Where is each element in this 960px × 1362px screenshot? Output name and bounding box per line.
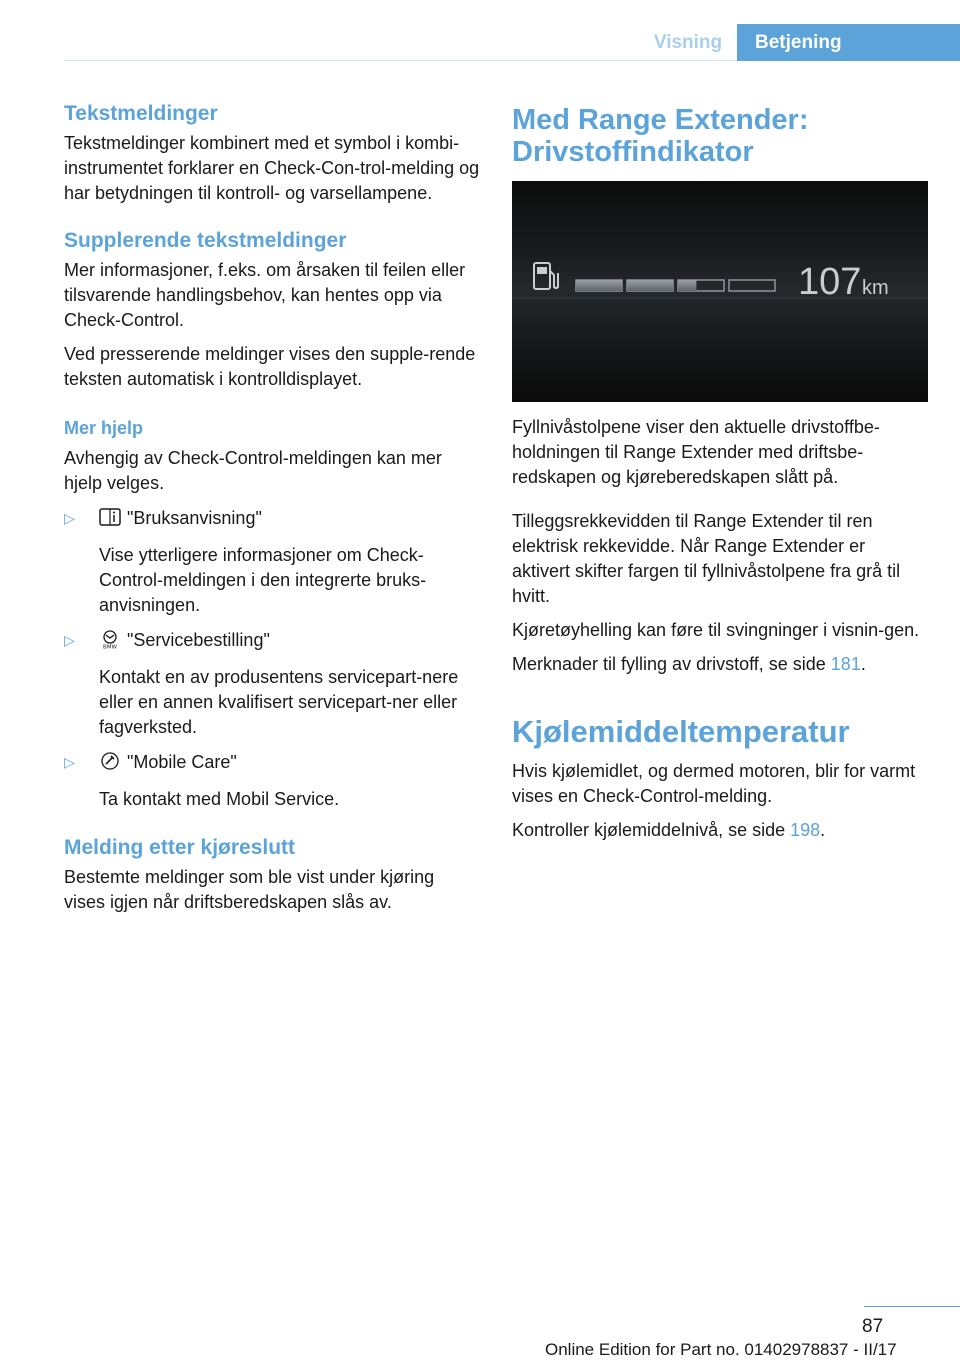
- tab-visning[interactable]: Visning: [653, 31, 723, 53]
- paragraph-fyllniva: Fyllnivåstolpene viser den aktuelle drivstoffbe-holdningen til Range Extender med driftsbe-redskapen og kjøreberedskapen slått på.: [512, 417, 880, 487]
- page-link-198[interactable]: 198: [790, 820, 821, 840]
- page-link-181[interactable]: 181: [830, 654, 861, 674]
- paragraph-kjoretoyhelling: Kjøretøyhelling kan føre til svingninger i visnin-gen.: [512, 620, 920, 640]
- svg-text:BMW: BMW: [103, 644, 117, 649]
- list-item: [64, 750, 480, 812]
- paragraph-merknader-drivstoff: Merknader til fylling av drivstoff, se side 181.: [512, 654, 866, 674]
- heading-supplerende: Supplerende tekstmeldinger: [64, 229, 347, 252]
- paragraph-tekstmeldinger: Tekstmeldinger kombinert med et symbol i kombi-instrumentet forklarer en Check-Con-trol-melding og har betydningen til kontroll- og varsellampene.: [64, 133, 480, 203]
- heading-mer-hjelp: Mer hjelp: [64, 418, 144, 438]
- triangle-bullet-icon: ▷: [64, 754, 75, 770]
- triangle-bullet-icon: ▷: [64, 632, 75, 648]
- list-item-label: "Mobile Care": [127, 752, 237, 772]
- range-value: 107: [798, 261, 862, 303]
- bmw-service-icon: [99, 629, 121, 656]
- page-number: 87: [862, 1316, 884, 1337]
- heading-kjolemiddeltemperatur: Kjølemiddeltemperatur: [512, 714, 850, 749]
- footer-rule: [864, 1306, 960, 1307]
- paragraph-supplerende-1: Mer informasjoner, f.eks. om årsaken til feilen eller tilsvarende handlingsbehov, kan hentes opp via Check-Control.: [64, 260, 466, 330]
- fuel-segment-fill: [678, 280, 696, 291]
- tab-betjening[interactable]: Betjening: [737, 24, 960, 61]
- list-item: [64, 506, 480, 618]
- fuel-gauge-figure: [512, 181, 928, 402]
- list-item-label: "Bruksanvisning": [127, 508, 262, 528]
- list-item-desc: Vise ytterligere informasjoner om Check-Control-meldingen i den integrerte bruks-anvisningen.: [99, 545, 427, 615]
- paragraph-mer-hjelp: Avhengig av Check-Control-meldingen kan mer hjelp velges.: [64, 448, 442, 493]
- list-item-desc: Ta kontakt med Mobil Service.: [99, 789, 340, 809]
- triangle-bullet-icon: ▷: [64, 510, 75, 526]
- paragraph-tilleggsrekkevidde: Tilleggsrekkevidden til Range Extender til ren elektrisk rekkevidde. Når Range Extender er aktivert skifter fargen til fyllnivåstolpene fra grå til hvitt.: [512, 511, 901, 606]
- paragraph-kjolemiddel-1: Hvis kjølemidlet, og dermed motoren, blir for varmt vises en Check-Control-melding.: [512, 761, 916, 806]
- paragraph-supplerende-2: Ved presserende meldinger vises den supple-rende teksten automatisk i kontrolldisplayet.: [64, 344, 476, 389]
- heading-tekstmeldinger: Tekstmeldinger: [64, 102, 218, 125]
- range-unit: km: [862, 277, 889, 299]
- fuel-segment-fill: [576, 280, 622, 291]
- list-item-desc: Kontakt en av produsentens servicepart-nere eller en annen kvalifisert servicepart-ner eller fagverksted.: [99, 667, 459, 737]
- list-item-label: "Servicebestilling": [127, 630, 270, 650]
- right-column: [512, 104, 928, 843]
- fuel-gauge-display: [512, 181, 928, 402]
- footer-edition: Online Edition for Part no. 01402978837 - II/17: [545, 1340, 897, 1359]
- paragraph-kjolemiddel-2: Kontroller kjølemiddelnivå, se side 198.: [512, 820, 826, 840]
- heading-range-extender: Med Range Extender: Drivstoffindikator: [512, 104, 809, 168]
- fuel-segment-fill: [627, 280, 673, 291]
- heading-melding-etter-kjoreslutt: Melding etter kjøreslutt: [64, 836, 296, 859]
- manual-book-icon: [99, 507, 121, 534]
- list-item: [64, 628, 480, 740]
- mobile-care-icon: [99, 751, 121, 778]
- left-column: [64, 100, 480, 915]
- paragraph-melding-etter-kjoreslutt: Bestemte meldinger som ble vist under kjøring vises igjen når driftsberedskapen slås av.: [64, 867, 435, 912]
